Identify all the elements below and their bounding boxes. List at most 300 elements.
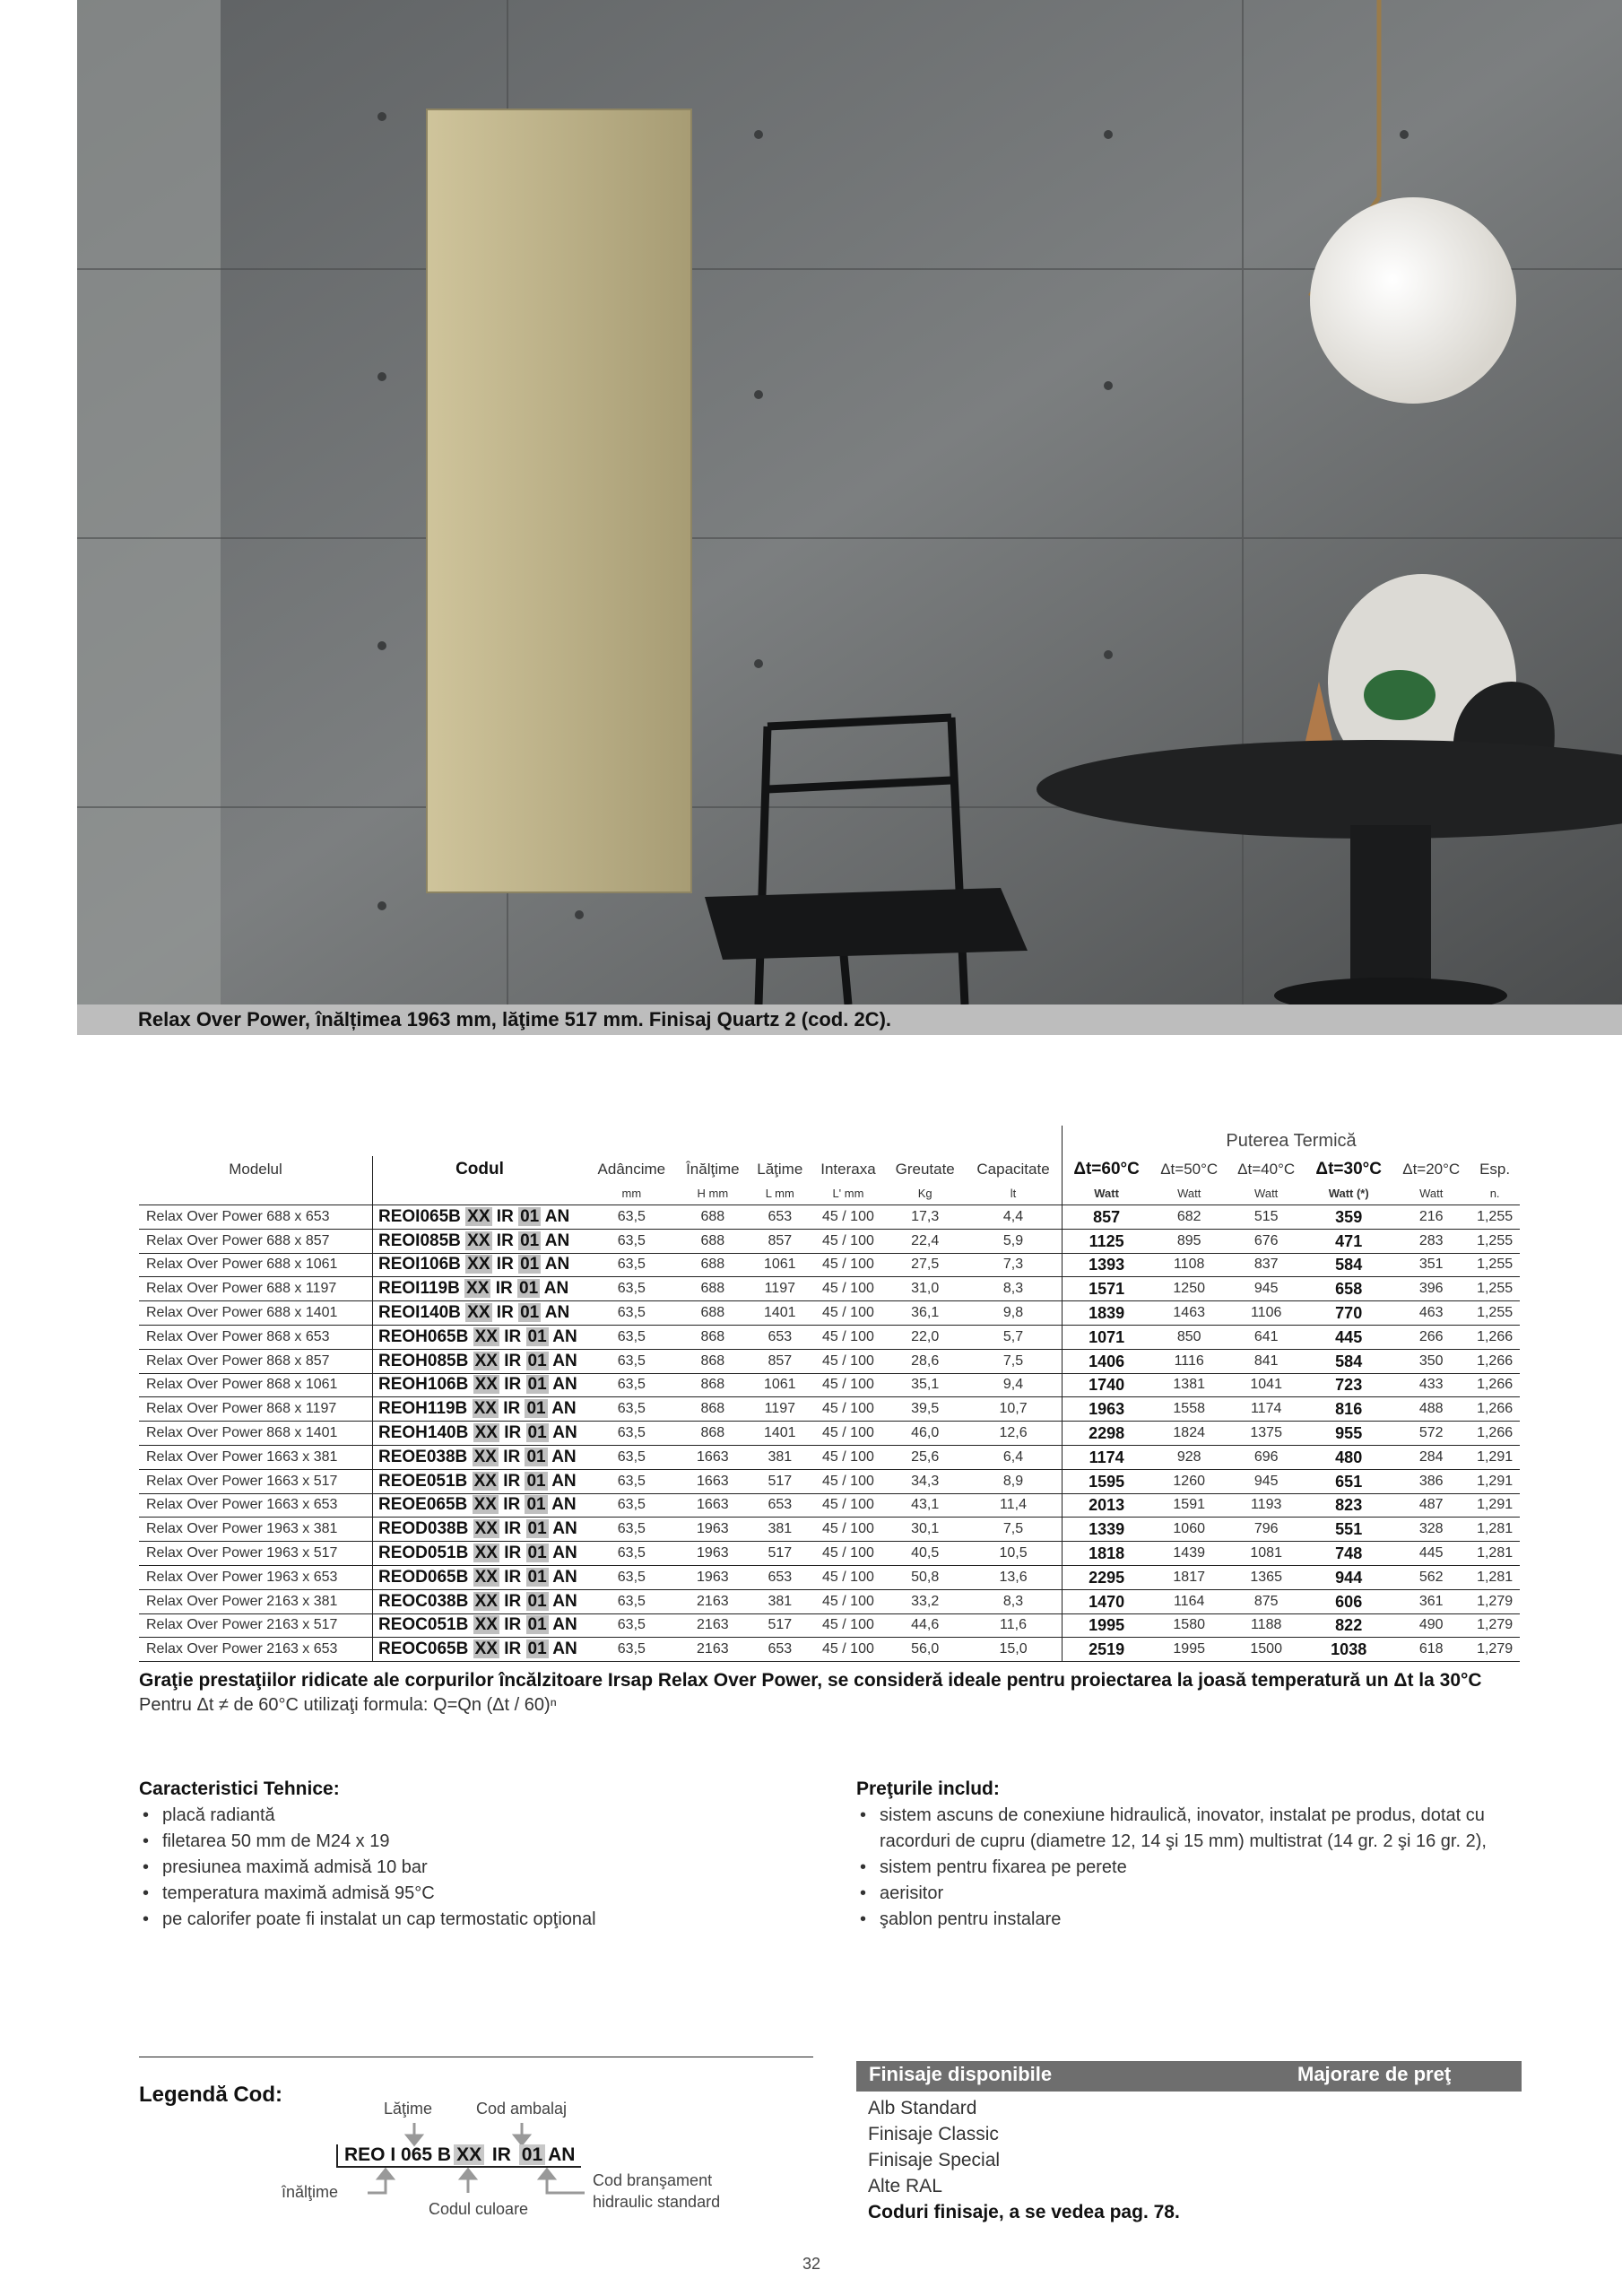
value-cell: 396 — [1392, 1277, 1470, 1301]
value-cell: 1663 — [677, 1469, 749, 1493]
model-cell: Relax Over Power 1663 x 517 — [139, 1469, 373, 1493]
value-cell: 284 — [1392, 1445, 1470, 1469]
value-cell: 17,3 — [885, 1205, 965, 1230]
value-cell: 868 — [677, 1349, 749, 1373]
code-part: AN — [552, 1423, 577, 1443]
code-cell — [373, 1301, 587, 1326]
code-part: 01 — [520, 1303, 540, 1323]
photo-caption: Relax Over Power, înălțimea 1963 mm, lăţime 517 mm. Finisaj Quartz 2 (cod. 2C). — [138, 1008, 892, 1031]
code-part: XX — [474, 1639, 498, 1659]
column-header: Δt=30°C — [1315, 1160, 1382, 1178]
value-cell: 4,4 — [965, 1205, 1062, 1230]
value-cell: 445 — [1392, 1542, 1470, 1566]
code-part: AN — [551, 1495, 577, 1515]
value-cell: 15,0 — [965, 1638, 1062, 1662]
model-cell: Relax Over Power 2163 x 381 — [139, 1589, 373, 1613]
column-unit: L mm — [749, 1183, 811, 1205]
value-cell: 11,4 — [965, 1493, 1062, 1518]
code-part: IR — [504, 1351, 522, 1370]
value-cell: 63,5 — [586, 1638, 677, 1662]
list-item: • sistem ascuns de conexiune hidraulică, inovator, instalat pe produs, dotat cu racorduri de cupru (diametre 12, 14 şi 15 mm) multistrat (14 gr. 2 şi 16 gr. 2), — [856, 1803, 1524, 1855]
value-cell: 63,5 — [586, 1589, 677, 1613]
value-cell: 1038 — [1305, 1638, 1392, 1662]
prices-list — [856, 1803, 1524, 1933]
value-cell: 1500 — [1227, 1638, 1305, 1662]
column-header: Δt=40°C — [1237, 1161, 1296, 1178]
column-unit — [373, 1183, 587, 1205]
column-header: Δt=20°C — [1402, 1161, 1461, 1178]
code-cell — [373, 1613, 587, 1638]
value-cell: 45 / 100 — [811, 1518, 886, 1542]
column-header: Adâncime — [597, 1161, 666, 1178]
value-cell: 50,8 — [885, 1565, 965, 1589]
model-cell: Relax Over Power 868 x 1401 — [139, 1422, 373, 1446]
value-cell: 1108 — [1150, 1253, 1227, 1277]
finishes-header-left: Finisaje disponibile — [869, 2063, 1053, 2085]
column-unit: Watt — [1392, 1183, 1470, 1205]
value-cell: 381 — [749, 1445, 811, 1469]
value-cell: 11,6 — [965, 1613, 1062, 1638]
code-part: REOD065B — [378, 1567, 469, 1587]
column-header: Capacitate — [976, 1161, 1050, 1178]
value-cell: 1061 — [749, 1253, 811, 1277]
finish-item: Alb Standard — [868, 2098, 977, 2118]
value-cell: 945 — [1227, 1469, 1305, 1493]
note-formula: Pentru Δt ≠ de 60°C utilizaţi formula: Q=Qn (Δt / 60)ⁿ — [139, 1695, 557, 1715]
value-cell: 1,255 — [1470, 1277, 1520, 1301]
column-header: Δt=60°C — [1063, 1156, 1151, 1183]
code-cell — [373, 1565, 587, 1589]
value-cell: 584 — [1305, 1253, 1392, 1277]
code-cell — [373, 1205, 587, 1230]
value-cell: 45 / 100 — [811, 1469, 886, 1493]
value-cell: 8,3 — [965, 1589, 1062, 1613]
code-cell — [373, 1349, 587, 1373]
column-unit: n. — [1470, 1183, 1520, 1205]
value-cell: 63,5 — [586, 1397, 677, 1422]
value-cell: 895 — [1150, 1229, 1227, 1253]
value-cell: 723 — [1305, 1373, 1392, 1397]
value-cell: 1381 — [1150, 1373, 1227, 1397]
value-cell: 45 / 100 — [811, 1253, 886, 1277]
value-cell: 45 / 100 — [811, 1349, 886, 1373]
value-cell: 653 — [749, 1325, 811, 1349]
model-cell: Relax Over Power 688 x 1197 — [139, 1277, 373, 1301]
code-part: IR — [503, 1471, 521, 1491]
group-header: Puterea Termică — [1063, 1126, 1520, 1156]
finishes-header — [856, 2061, 1522, 2092]
value-cell: 25,6 — [885, 1445, 965, 1469]
model-cell: Relax Over Power 1963 x 653 — [139, 1565, 373, 1589]
code-cell — [373, 1373, 587, 1397]
value-cell: 1,266 — [1470, 1349, 1520, 1373]
value-cell: 2013 — [1063, 1493, 1151, 1518]
value-cell: 63,5 — [586, 1205, 677, 1230]
table-row — [139, 1349, 1520, 1373]
value-cell: 2519 — [1063, 1638, 1151, 1662]
value-cell: 1197 — [749, 1277, 811, 1301]
value-cell: 515 — [1227, 1205, 1305, 1230]
value-cell: 517 — [749, 1542, 811, 1566]
table-row — [139, 1325, 1520, 1349]
value-cell: 28,6 — [885, 1349, 965, 1373]
value-cell: 653 — [749, 1205, 811, 1230]
value-cell: 1595 — [1063, 1469, 1151, 1493]
value-cell: 857 — [749, 1349, 811, 1373]
value-cell: 2295 — [1063, 1565, 1151, 1589]
value-cell: 868 — [677, 1397, 749, 1422]
column-unit: mm — [586, 1183, 677, 1205]
list-item: • sistem pentru fixarea pe perete — [856, 1855, 1524, 1881]
value-cell: 1061 — [749, 1373, 811, 1397]
code-part: 01 — [520, 1231, 540, 1250]
value-cell: 1365 — [1227, 1565, 1305, 1589]
table-row — [139, 1493, 1520, 1518]
value-cell: 12,6 — [965, 1422, 1062, 1446]
code-part: IR — [496, 1255, 514, 1274]
legend-code-part: REO I 065 B — [344, 2144, 452, 2165]
list-item: • placă radiantă — [139, 1803, 847, 1829]
value-cell: 350 — [1392, 1349, 1470, 1373]
code-part: IR — [503, 1399, 521, 1419]
prices-title: Preţurile includ: — [856, 1779, 1000, 1799]
code-part: XX — [474, 1423, 498, 1443]
code-part: XX — [467, 1206, 490, 1226]
tech-list — [139, 1803, 847, 1933]
finish-item: Finisaje Special — [868, 2150, 1001, 2170]
table-row — [139, 1638, 1520, 1662]
finish-codes-note: Coduri finisaje, a se vedea pag. 78. — [868, 2202, 1180, 2222]
table-row — [139, 1469, 1520, 1493]
value-cell: 688 — [677, 1301, 749, 1326]
value-cell: 1824 — [1150, 1422, 1227, 1446]
code-cell — [373, 1469, 587, 1493]
code-part: IR — [504, 1639, 522, 1659]
value-cell: 43,1 — [885, 1493, 965, 1518]
model-cell: Relax Over Power 868 x 857 — [139, 1349, 373, 1373]
model-cell: Relax Over Power 1963 x 517 — [139, 1542, 373, 1566]
value-cell: 1250 — [1150, 1277, 1227, 1301]
legend-title: Legendă Cod: — [139, 2083, 282, 2107]
value-cell: 823 — [1305, 1493, 1392, 1518]
value-cell: 1439 — [1150, 1542, 1227, 1566]
model-cell: Relax Over Power 688 x 857 — [139, 1229, 373, 1253]
tech-title: Caracteristici Tehnice: — [139, 1779, 340, 1799]
legend-code-part: XX — [454, 2144, 484, 2165]
finishes-header-right: Majorare de preţ — [1297, 2063, 1452, 2085]
value-cell: 63,5 — [586, 1325, 677, 1349]
legend-code — [336, 2144, 581, 2168]
code-part: 01 — [527, 1519, 547, 1539]
code-part: REOI065B — [378, 1206, 461, 1226]
value-cell: 796 — [1227, 1518, 1305, 1542]
code-part: 01 — [527, 1326, 547, 1346]
value-cell: 868 — [677, 1325, 749, 1349]
value-cell: 2298 — [1063, 1422, 1151, 1446]
value-cell: 1,281 — [1470, 1565, 1520, 1589]
value-cell: 1,255 — [1470, 1205, 1520, 1230]
code-part: REOE038B — [378, 1447, 468, 1466]
value-cell: 688 — [677, 1229, 749, 1253]
value-cell: 34,3 — [885, 1469, 965, 1493]
value-cell: 1591 — [1150, 1493, 1227, 1518]
code-part: AN — [552, 1591, 577, 1611]
code-cell — [373, 1445, 587, 1469]
value-cell: 1818 — [1063, 1542, 1151, 1566]
column-unit: Watt (*) — [1305, 1183, 1392, 1205]
value-cell: 386 — [1392, 1469, 1470, 1493]
code-cell — [373, 1397, 587, 1422]
value-cell: 850 — [1150, 1325, 1227, 1349]
value-cell: 63,5 — [586, 1565, 677, 1589]
column-header: Lăţime — [757, 1161, 803, 1178]
spec-table — [139, 1126, 1520, 1662]
value-cell: 1663 — [677, 1445, 749, 1469]
value-cell: 1,266 — [1470, 1422, 1520, 1446]
value-cell: 562 — [1392, 1565, 1470, 1589]
value-cell: 7,3 — [965, 1253, 1062, 1277]
value-cell: 45 / 100 — [811, 1205, 886, 1230]
value-cell: 471 — [1305, 1229, 1392, 1253]
value-cell: 748 — [1305, 1542, 1392, 1566]
value-cell: 1,291 — [1470, 1493, 1520, 1518]
code-part: REOE065B — [378, 1495, 468, 1515]
list-item: • presiunea maximă admisă 10 bar — [139, 1855, 847, 1881]
value-cell: 1,266 — [1470, 1325, 1520, 1349]
value-cell: 2163 — [677, 1638, 749, 1662]
value-cell: 1995 — [1150, 1638, 1227, 1662]
value-cell: 45 / 100 — [811, 1229, 886, 1253]
column-unit: L' mm — [811, 1183, 886, 1205]
code-cell — [373, 1229, 587, 1253]
value-cell: 381 — [749, 1589, 811, 1613]
code-part: 01 — [520, 1206, 540, 1226]
value-cell: 1406 — [1063, 1349, 1151, 1373]
value-cell: 381 — [749, 1518, 811, 1542]
table-row — [139, 1613, 1520, 1638]
code-part: REOC051B — [378, 1615, 469, 1635]
code-part: 01 — [527, 1639, 547, 1659]
value-cell: 837 — [1227, 1253, 1305, 1277]
table-row — [139, 1373, 1520, 1397]
code-part: IR — [503, 1447, 521, 1466]
value-cell: 1963 — [1063, 1397, 1151, 1422]
value-cell: 551 — [1305, 1518, 1392, 1542]
value-cell: 22,4 — [885, 1229, 965, 1253]
code-part: REOH106B — [378, 1375, 469, 1395]
code-part: AN — [551, 1447, 577, 1466]
value-cell: 45 / 100 — [811, 1325, 886, 1349]
value-cell: 63,5 — [586, 1301, 677, 1326]
code-part: XX — [474, 1544, 498, 1563]
column-unit: H mm — [677, 1183, 749, 1205]
code-part: 01 — [527, 1615, 547, 1635]
legend-inaltime: înălţime — [282, 2183, 339, 2201]
code-cell — [373, 1325, 587, 1349]
code-part: AN — [544, 1206, 570, 1226]
value-cell: 606 — [1305, 1589, 1392, 1613]
value-cell: 1081 — [1227, 1542, 1305, 1566]
column-header: Esp. — [1479, 1161, 1511, 1178]
code-part: 01 — [527, 1375, 547, 1395]
list-item: • şablon pentru instalare — [856, 1907, 1524, 1933]
value-cell: 857 — [749, 1229, 811, 1253]
legend-code-part: 01 — [519, 2144, 545, 2165]
value-cell: 822 — [1305, 1613, 1392, 1638]
code-part: 01 — [526, 1471, 546, 1491]
code-part: REOH085B — [378, 1351, 469, 1370]
product-photo — [77, 0, 1622, 1004]
value-cell: 445 — [1305, 1325, 1392, 1349]
list-item: • temperatura maximă admisă 95°C — [139, 1881, 847, 1907]
note-low-temp: Graţie prestaţiilor ridicate ale corpurilor încălzitoare Irsap Relax Over Power, se consideră ideale pentru proiectarea la joasă temperatură un Δt la 30°C — [139, 1670, 1482, 1691]
value-cell: 1663 — [677, 1493, 749, 1518]
value-cell: 35,1 — [885, 1373, 965, 1397]
value-cell: 63,5 — [586, 1445, 677, 1469]
value-cell: 945 — [1227, 1277, 1305, 1301]
code-cell — [373, 1638, 587, 1662]
code-part: XX — [473, 1471, 497, 1491]
value-cell: 868 — [677, 1422, 749, 1446]
value-cell: 46,0 — [885, 1422, 965, 1446]
value-cell: 1,266 — [1470, 1373, 1520, 1397]
value-cell: 1060 — [1150, 1518, 1227, 1542]
code-part: XX — [467, 1231, 490, 1250]
value-cell: 8,9 — [965, 1469, 1062, 1493]
model-cell: Relax Over Power 2163 x 517 — [139, 1613, 373, 1638]
legend-hidraulic: hidraulic standard — [593, 2193, 721, 2211]
value-cell: 63,5 — [586, 1469, 677, 1493]
code-part: IR — [504, 1423, 522, 1443]
list-item: • filetarea 50 mm de M24 x 19 — [139, 1829, 847, 1855]
code-part: AN — [552, 1544, 577, 1563]
value-cell: 45 / 100 — [811, 1422, 886, 1446]
table-row — [139, 1397, 1520, 1422]
table-row — [139, 1422, 1520, 1446]
value-cell: 1,255 — [1470, 1253, 1520, 1277]
value-cell: 31,0 — [885, 1277, 965, 1301]
column-header: Greutate — [895, 1161, 955, 1178]
code-part: IR — [504, 1326, 522, 1346]
value-cell: 2163 — [677, 1613, 749, 1638]
value-cell: 10,5 — [965, 1542, 1062, 1566]
code-part: IR — [504, 1544, 522, 1563]
value-cell: 1,255 — [1470, 1301, 1520, 1326]
code-part: 01 — [526, 1495, 546, 1515]
value-cell: 1164 — [1150, 1589, 1227, 1613]
code-part: AN — [552, 1639, 577, 1659]
code-part: REOE051B — [378, 1471, 468, 1491]
finish-item: Finisaje Classic — [868, 2124, 999, 2144]
legend-codul-culoare: Codul culoare — [429, 2200, 529, 2218]
value-cell: 1188 — [1227, 1613, 1305, 1638]
code-part: 01 — [527, 1351, 547, 1370]
code-part: AN — [551, 1471, 577, 1491]
model-cell: Relax Over Power 1963 x 381 — [139, 1518, 373, 1542]
code-part: REOI119B — [378, 1279, 460, 1299]
code-part: IR — [495, 1279, 513, 1299]
code-part: REOC038B — [378, 1591, 469, 1611]
value-cell: 1,279 — [1470, 1638, 1520, 1662]
value-cell: 488 — [1392, 1397, 1470, 1422]
code-part: XX — [474, 1326, 498, 1346]
value-cell: 45 / 100 — [811, 1301, 886, 1326]
value-cell: 584 — [1305, 1349, 1392, 1373]
column-unit: Watt — [1227, 1183, 1305, 1205]
value-cell: 216 — [1392, 1205, 1470, 1230]
value-cell: 1071 — [1063, 1325, 1151, 1349]
code-part: 01 — [527, 1544, 547, 1563]
value-cell: 572 — [1392, 1422, 1470, 1446]
column-header: Codul — [373, 1156, 587, 1183]
value-cell: 8,3 — [965, 1277, 1062, 1301]
code-cell — [373, 1493, 587, 1518]
code-part: IR — [496, 1206, 514, 1226]
code-part: IR — [496, 1303, 514, 1323]
value-cell: 641 — [1227, 1325, 1305, 1349]
code-part: XX — [474, 1591, 498, 1611]
code-part: AN — [543, 1279, 569, 1299]
value-cell: 10,7 — [965, 1397, 1062, 1422]
value-cell: 651 — [1305, 1469, 1392, 1493]
value-cell: 266 — [1392, 1325, 1470, 1349]
value-cell: 63,5 — [586, 1253, 677, 1277]
code-part: REOH065B — [378, 1326, 469, 1346]
value-cell: 433 — [1392, 1373, 1470, 1397]
column-unit — [139, 1183, 373, 1205]
value-cell: 1740 — [1063, 1373, 1151, 1397]
value-cell: 1,266 — [1470, 1397, 1520, 1422]
value-cell: 1963 — [677, 1542, 749, 1566]
legend-cod-ambalaj: Cod ambalaj — [476, 2100, 568, 2118]
value-cell: 1339 — [1063, 1518, 1151, 1542]
code-part: REOH119B — [378, 1399, 468, 1419]
value-cell: 1558 — [1150, 1397, 1227, 1422]
code-part: AN — [552, 1615, 577, 1635]
model-cell: Relax Over Power 688 x 1401 — [139, 1301, 373, 1326]
list-item: • aerisitor — [856, 1881, 1524, 1907]
column-header: Modelul — [229, 1161, 282, 1178]
value-cell: 27,5 — [885, 1253, 965, 1277]
value-cell: 9,4 — [965, 1373, 1062, 1397]
value-cell: 7,5 — [965, 1349, 1062, 1373]
tech-specs — [139, 1776, 847, 1933]
column-unit: lt — [965, 1183, 1062, 1205]
value-cell: 45 / 100 — [811, 1565, 886, 1589]
value-cell: 1116 — [1150, 1349, 1227, 1373]
value-cell: 36,1 — [885, 1301, 965, 1326]
value-cell: 45 / 100 — [811, 1493, 886, 1518]
code-part: 01 — [526, 1447, 546, 1466]
value-cell: 658 — [1305, 1277, 1392, 1301]
code-part: XX — [466, 1279, 490, 1299]
code-part: REOD038B — [378, 1519, 469, 1539]
code-part: AN — [552, 1375, 577, 1395]
legend-cod-bransament: Cod branşament — [593, 2171, 713, 2189]
model-cell: Relax Over Power 1663 x 653 — [139, 1493, 373, 1518]
code-part: IR — [504, 1375, 522, 1395]
column-header: Înălţime — [686, 1161, 740, 1178]
code-part: 01 — [527, 1423, 547, 1443]
value-cell: 857 — [1063, 1205, 1151, 1230]
model-cell: Relax Over Power 868 x 1061 — [139, 1373, 373, 1397]
code-part: AN — [544, 1255, 570, 1274]
value-cell: 45 / 100 — [811, 1373, 886, 1397]
code-part: REOI085B — [378, 1231, 461, 1250]
value-cell: 5,9 — [965, 1229, 1062, 1253]
code-part: XX — [474, 1615, 498, 1635]
model-cell: Relax Over Power 1663 x 381 — [139, 1445, 373, 1469]
